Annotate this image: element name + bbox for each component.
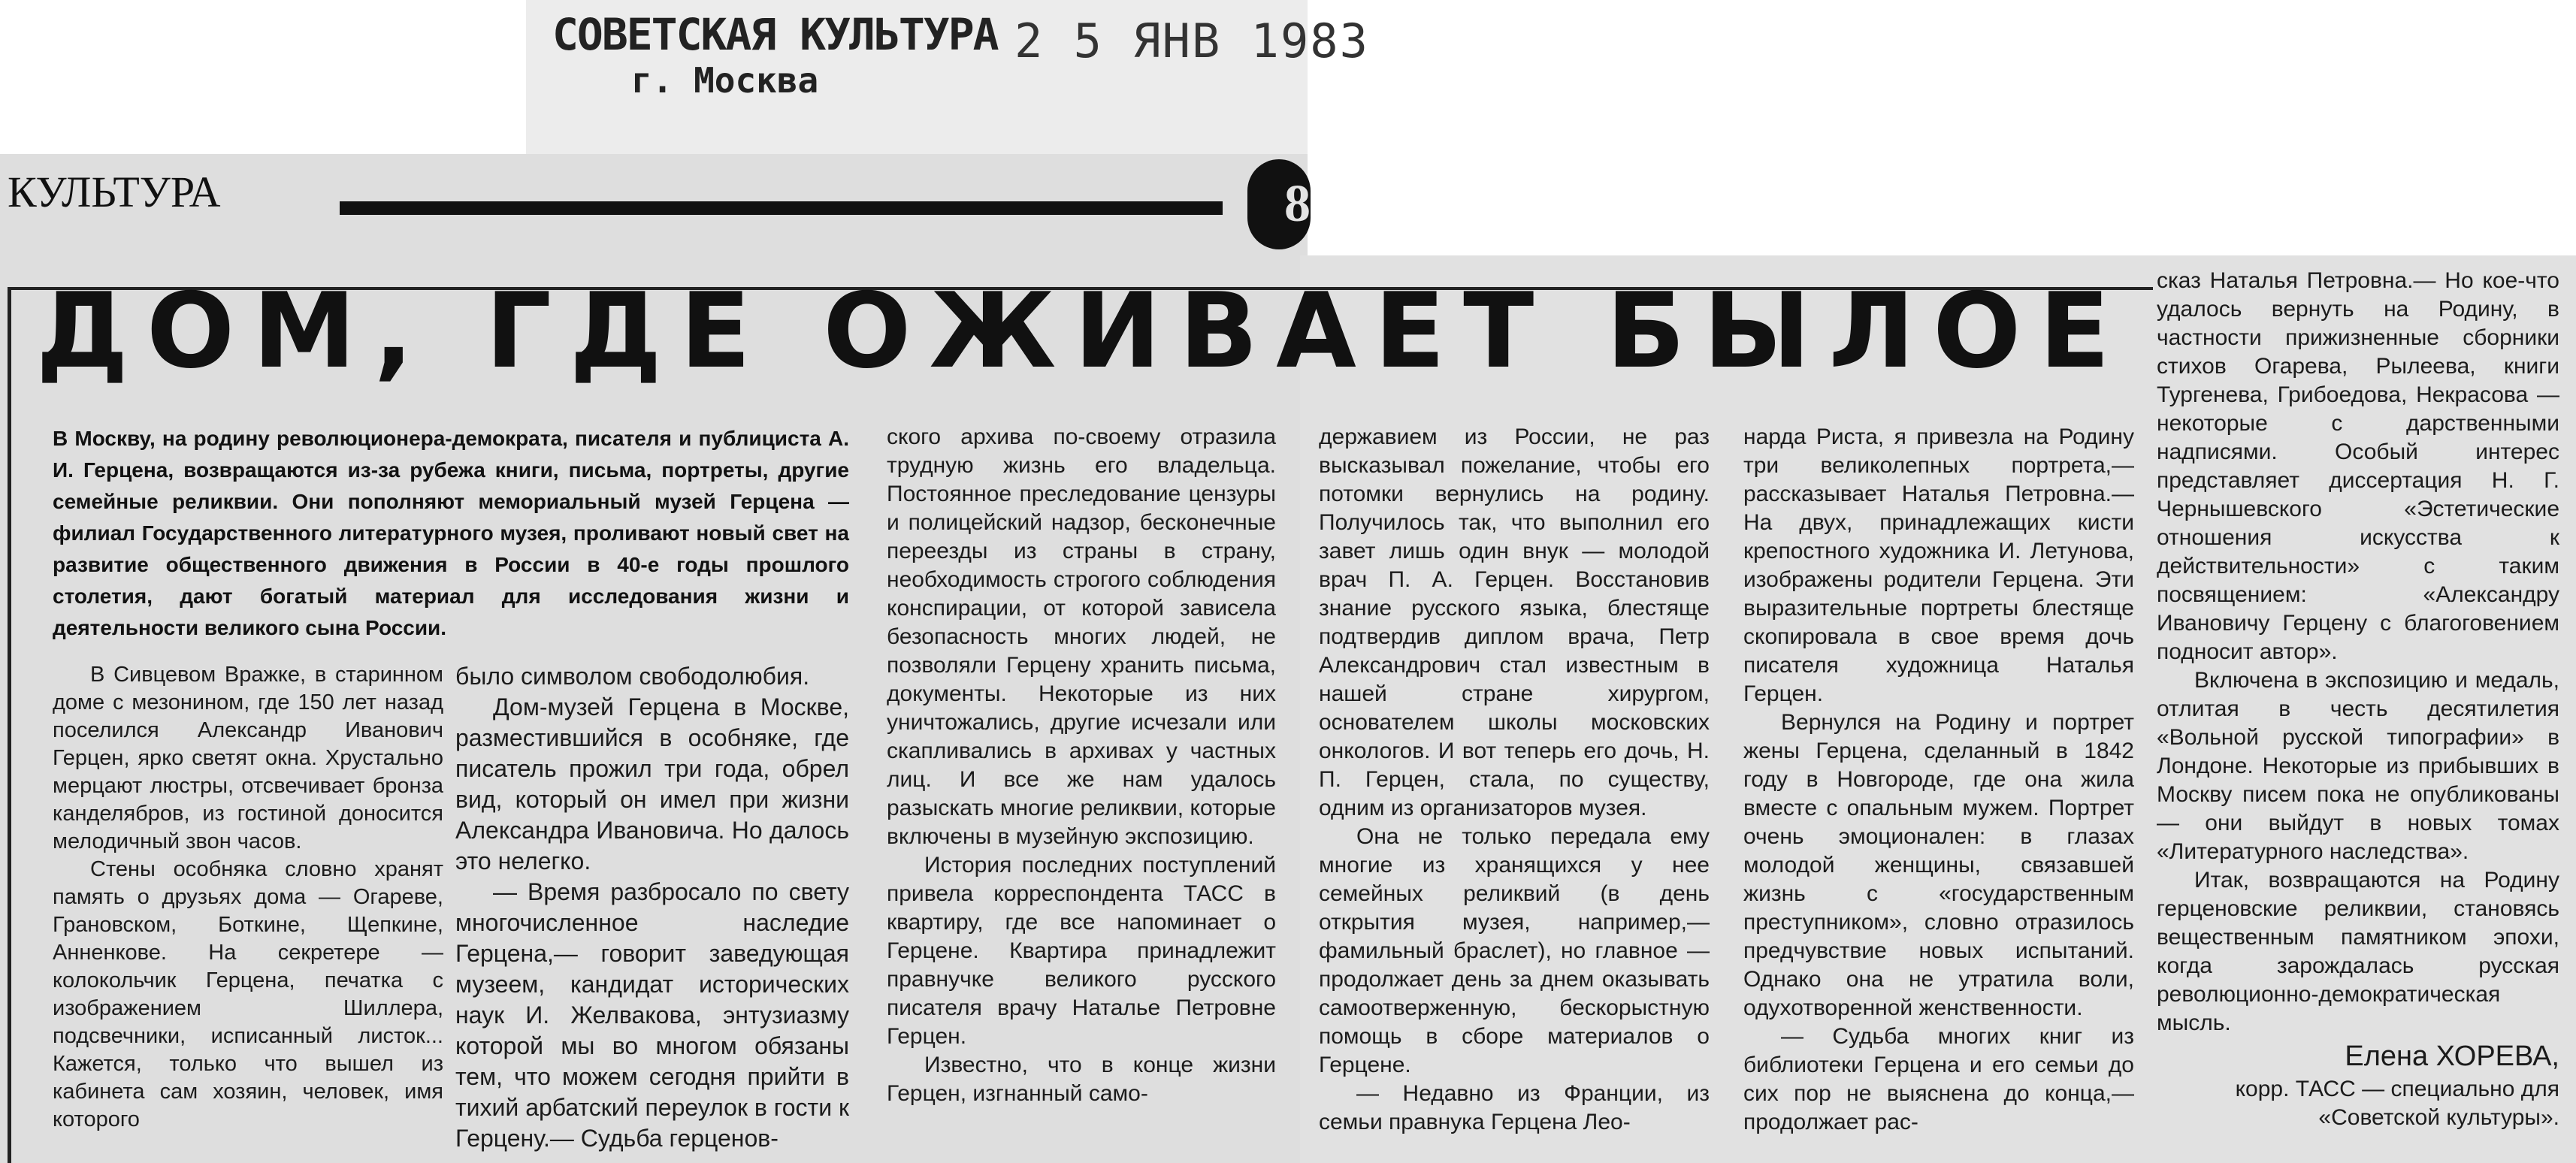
paragraph: История последних поступлений привела корреспондента ТАСС в квартиру, где все напоминает о Герцене. Квартира принадлежит правнучке великого русского писателя врачу Наталье Петровне Герцен.: [887, 853, 1276, 1049]
paragraph: — Время разбросало по свету многочисленное наследие Герцена,— говорит заведующая музеем, кандидат исторических наук И. Желвакова, энтузиазму которой мы во многом обязаны тем, что можем сегодня прийти в тихий арбатский переулок в гости к Герцену.— Судьба герценов-: [455, 878, 849, 1152]
newspaper-stamp-title: СОВЕТСКАЯ КУЛЬТУРА: [552, 9, 998, 60]
article-headline: ДОМ, ГДЕ ОЖИВАЕТ БЫЛОЕ: [36, 270, 2128, 391]
article-column-1: [53, 661, 443, 1134]
paragraph: нарда Риста, я привезла на Родину три великолепных портрета,— рассказывает Наталья Петровна.— На двух, принадлежащих кисти крепостного художника И. Летунова, изображены родители Герцена. Эти выразительные портреты блестяще скопировала в свое время дочь писателя художница Наталья Герцен.: [1743, 424, 2134, 706]
paragraph: Стены особняка словно хранят память о друзьях дома — Огареве, Грановском, Боткине, Щепкине, Анненкове. На секретере — колокольчик Герцена, печатка с изображением Шиллера, подсвечники, исписанный листок... Кажется, только что вышел из кабинета сам хозяин, человек, имя которого: [53, 857, 443, 1131]
paragraph: было символом свободолюбия.: [455, 663, 810, 690]
rubric-label: КУЛЬТУРА: [8, 168, 221, 216]
paragraph: В Сивцевом Вражке, в старинном доме с мезонином, где 150 лет назад поселился Александр Иванович Герцен, ярко светят окна. Хрустально мерцают люстры, отсвечивает бронза канделябров, из гостиной доносится мелодичный звон часов.: [53, 663, 443, 853]
article-lead: В Москву, на родину революционера-демократа, писателя и публициста А. И. Герцена, возвращаются из-за рубежа книги, письма, портреты, другие семейные реликвии. Они пополняют мемориальный музей Герцена — филиал Государственного литературного музея, проливают новый свет на развитие общественного движения в России в 40-е годы прошлого столетия, дают богатый материал для исследования жизни и деятельности великого сына России.: [53, 427, 849, 639]
paragraph: державием из России, не раз высказывал пожелание, чтобы его потомки вернулись на родину. Получилось так, что выполнил его завет лишь один внук — молодой врач П. А. Герцен. Восстановив знание русского языка, блестяще подтвердив диплом врача, Петр Александрович стал известным в нашей стране хирургом, основателем школы московских онкологов. И вот теперь его дочь, Н. П. Герцен, стала, по существу, одним из организаторов музея.: [1319, 424, 1710, 820]
article-column-6: [2157, 267, 2559, 1132]
paragraph: Итак, возвращаются на Родину герценовские реликвии, становясь вещественным памятником эпохи, когда зарождалась русская революционно-демократическая мысль.: [2157, 868, 2559, 1035]
stamp-date: 2 5 ЯНВ 1983: [1014, 14, 1369, 68]
rubric-rule: [340, 201, 1223, 215]
paragraph: Вернулся на Родину и портрет жены Герцена, сделанный в 1842 году в Новгороде, где она жила вместе с опальным мужем. Портрет очень эмоционален: в глазах молодой женщины, связавшей жизнь с «государственным преступником», словно отразилось предчувствие новых испытаний. Однако она не утратила воли, одухотворенной женственности.: [1743, 710, 2134, 1020]
page-number-badge: 8: [1247, 159, 1311, 249]
paragraph: Дом-музей Герцена в Москве, разместившийся в особняке, где писатель прожил три года, обрел вид, который он имел при жизни Александра Ивановича. Но далось это нелегко.: [455, 693, 849, 875]
paragraph: — Недавно из Франции, из семьи правнука Герцена Лео-: [1319, 1081, 1710, 1134]
paragraph: Включена в экспозицию и медаль, отлитая в честь десятилетия «Вольной русской типографии» в Лондоне. Некоторые из прибывших в Москву писем пока не опубликованы — они выйдут в новых томах «Литературного наследства».: [2157, 668, 2559, 864]
author-credit: корр. ТАСС — специально для «Советской культуры».: [2235, 1077, 2559, 1130]
paragraph: — Судьба многих книг из библиотеки Герцена и его семьи до сих пор не выяснена до конца,— продолжает рас-: [1743, 1024, 2134, 1134]
paragraph: ского архива по-своему отразила трудную жизнь его владельца. Постоянное преследование цензуры и полицейский надзор, бесконечные переезды из страны в страну, необходимость строгого соблюдения конспирации, от которой зависела безопасность многих людей, не позволяли Герцену хранить письма, документы. Некоторые из них уничтожались, другие исчезали или скапливались в архивах у частных лиц. И все же нам удалось разыскать многие реликвии, которые включены в музейную экспозицию.: [887, 424, 1276, 849]
author-name: Елена ХОРЕВА,: [2345, 1041, 2559, 1072]
newspaper-stamp-city: г. Москва: [631, 60, 819, 101]
article-column-2: [455, 661, 849, 1154]
article-frame-left: [8, 287, 11, 1163]
paragraph: Она не только передала ему многие из хранящихся у нее семейных реликвий (в день открытия музея, например,— фамильный браслет), но главное — продолжает день за днем оказывать самоотверженную, бескорыстную помощь в сборе материалов о Герцене.: [1319, 824, 1710, 1077]
article-column-4: [1319, 423, 1710, 1137]
article-column-3: [887, 423, 1276, 1108]
paragraph: сказ Наталья Петровна.— Но кое-что удалось вернуть на Родину, в частности прижизненные сборники стихов Огарева, Рылеева, книги Тургенева, Грибоедова, Некрасова — некоторые с дарственными надписями. Особый интерес представляет диссертация Н. Г. Чернышевского «Эстетические отношения искусства к действительности» с таким посвящением: «Александру Ивановичу Герцену с благоговением подносит автор».: [2157, 268, 2559, 664]
paragraph: Известно, что в конце жизни Герцен, изгнанный само-: [887, 1053, 1276, 1106]
article-column-5: [1743, 423, 2134, 1137]
